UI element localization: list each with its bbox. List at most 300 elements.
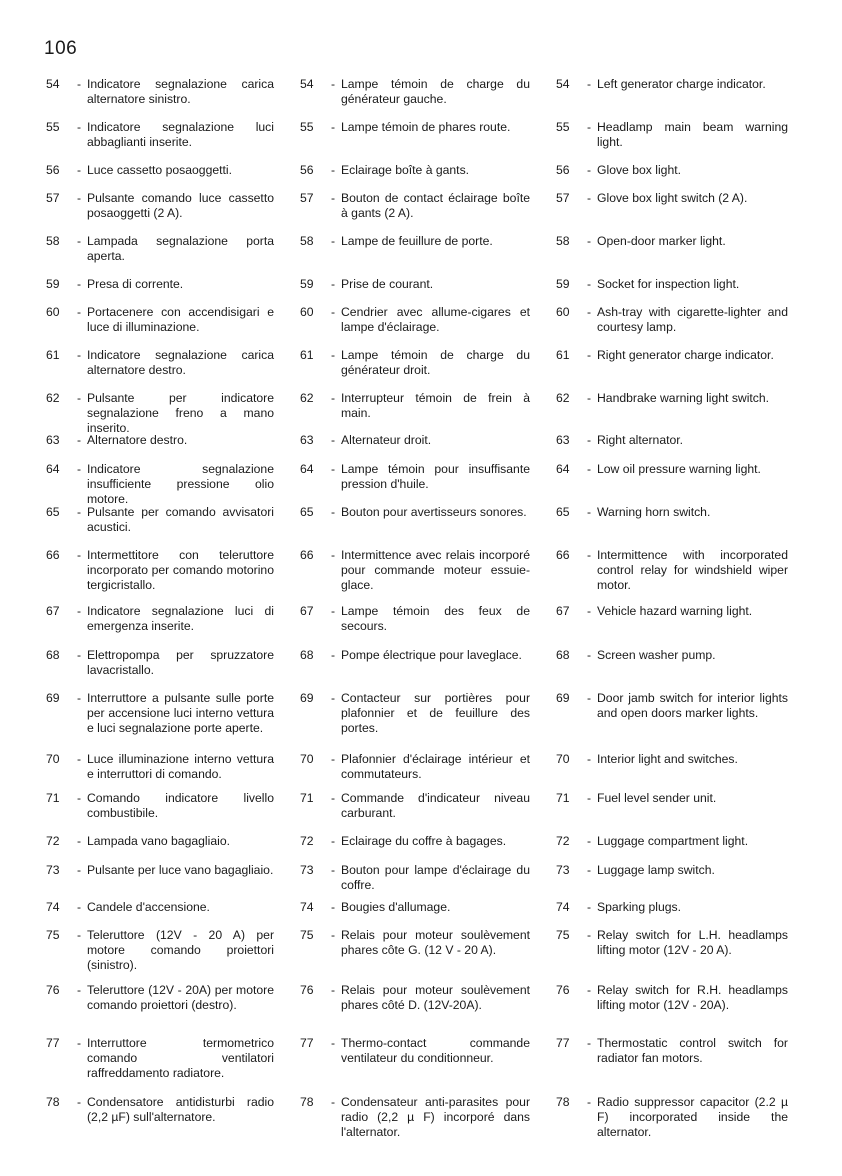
entry-number: 59 — [556, 277, 570, 291]
legend-entry — [556, 900, 788, 915]
entry-number: 66 — [46, 548, 60, 562]
legend-entry — [46, 348, 274, 378]
entry-text: Sparking plugs. — [597, 900, 682, 914]
entry-number: 65 — [46, 505, 60, 519]
legend-entry — [46, 120, 274, 150]
entry-number: 63 — [46, 433, 60, 447]
entry-number: 70 — [46, 752, 60, 766]
legend-entry — [46, 691, 274, 736]
entry-text: Pulsante per indicatore segnalazione freno a mano inserito. — [87, 391, 274, 435]
legend-entry — [46, 163, 274, 178]
entry-description — [331, 462, 530, 492]
entry-separator: - — [77, 277, 82, 291]
entry-description — [331, 752, 530, 782]
entry-separator: - — [77, 348, 82, 362]
entry-description — [331, 1036, 530, 1066]
legend-entry — [556, 234, 788, 249]
entry-text: Pulsante per comando avvisatori acustici. — [87, 505, 274, 534]
entry-separator: - — [587, 548, 592, 562]
entry-number: 77 — [556, 1036, 570, 1050]
legend-entry — [300, 900, 530, 915]
entry-description — [587, 505, 788, 520]
entry-text: Radio suppressor capacitor (2.2 µ F) incorporated inside the alternator. — [597, 1095, 788, 1139]
entry-text: Indicatore segnalazione luci abbaglianti inserite. — [87, 120, 274, 149]
entry-description — [331, 900, 530, 915]
entry-separator: - — [77, 548, 82, 562]
entry-separator: - — [331, 791, 336, 805]
legend-entry — [46, 77, 274, 107]
entry-separator: - — [331, 391, 336, 405]
entry-text: Portacenere con accendisigari e luce di illuminazione. — [87, 305, 274, 334]
entry-description — [77, 77, 274, 107]
entry-number: 62 — [46, 391, 60, 405]
entry-number: 62 — [556, 391, 570, 405]
entry-description — [331, 77, 530, 107]
entry-text: Relay switch for R.H. headlamps lifting motor (12V - 20A). — [597, 983, 788, 1012]
entry-description — [77, 348, 274, 378]
legend-entry — [556, 505, 788, 520]
entry-number: 63 — [556, 433, 570, 447]
legend-entry — [46, 391, 274, 436]
page-number: 106 — [44, 38, 78, 59]
entry-number: 78 — [300, 1095, 314, 1109]
entry-separator: - — [587, 305, 592, 319]
entry-separator: - — [331, 305, 336, 319]
entry-description — [331, 505, 530, 520]
entry-text: Thermo-contact commande ventilateur du conditionneur. — [341, 1036, 530, 1065]
entry-text: Contacteur sur portières pour plafonnier et de feuillure des portes. — [341, 691, 530, 735]
entry-separator: - — [587, 648, 592, 662]
entry-text: Comando indicatore livello combustibile. — [87, 791, 274, 820]
legend-entry — [300, 834, 530, 849]
entry-number: 78 — [46, 1095, 60, 1109]
entry-description — [77, 752, 274, 782]
entry-separator: - — [77, 1095, 82, 1109]
legend-entry — [46, 1036, 274, 1081]
entry-description — [587, 983, 788, 1013]
entry-description — [77, 163, 274, 178]
entry-text: Interrupteur témoin de frein à main. — [341, 391, 530, 420]
entry-description — [77, 120, 274, 150]
entry-separator: - — [331, 505, 336, 519]
legend-entry — [300, 348, 530, 378]
entry-text: Handbrake warning light switch. — [597, 391, 770, 405]
entry-separator: - — [587, 120, 592, 134]
entry-text: Plafonnier d'éclairage intérieur et commutateurs. — [341, 752, 530, 781]
legend-entry — [46, 1095, 274, 1125]
legend-entry — [556, 120, 788, 150]
legend-entry — [556, 834, 788, 849]
entry-description — [587, 305, 788, 335]
entry-number: 64 — [46, 462, 60, 476]
entry-number: 76 — [46, 983, 60, 997]
entry-number: 66 — [556, 548, 570, 562]
legend-entry — [300, 983, 530, 1013]
entry-separator: - — [77, 163, 82, 177]
entry-separator: - — [331, 928, 336, 942]
entry-description — [331, 691, 530, 736]
entry-text: Pompe électrique pour laveglace. — [341, 648, 522, 662]
entry-text: Prise de courant. — [341, 277, 434, 291]
entry-separator: - — [77, 1036, 82, 1050]
entry-description — [331, 277, 530, 292]
entry-separator: - — [587, 277, 592, 291]
entry-separator: - — [587, 191, 592, 205]
entry-description — [77, 191, 274, 221]
legend-entry — [300, 305, 530, 335]
entry-separator: - — [331, 752, 336, 766]
entry-separator: - — [331, 191, 336, 205]
entry-separator: - — [77, 928, 82, 942]
entry-description — [587, 791, 788, 806]
entry-number: 55 — [556, 120, 570, 134]
entry-description — [77, 691, 274, 736]
legend-entry — [300, 120, 530, 135]
entry-separator: - — [331, 277, 336, 291]
entry-text: Headlamp main beam warning light. — [597, 120, 788, 149]
legend-entry — [46, 305, 274, 335]
entry-text: Ash-tray with cigarette-lighter and courtesy lamp. — [597, 305, 788, 334]
entry-separator: - — [587, 983, 592, 997]
entry-separator: - — [331, 462, 336, 476]
entry-number: 73 — [556, 863, 570, 877]
entry-text: Open-door marker light. — [597, 234, 726, 248]
legend-entry — [300, 604, 530, 634]
entry-text: Presa di corrente. — [87, 277, 184, 291]
entry-text: Elettropompa per spruzzatore lavacristallo. — [87, 648, 274, 677]
entry-text: Thermostatic control switch for radiator fan motors. — [597, 1036, 788, 1065]
legend-entry — [556, 391, 788, 406]
entry-number: 55 — [300, 120, 314, 134]
legend-entry — [556, 648, 788, 663]
entry-separator: - — [331, 604, 336, 618]
entry-description — [587, 604, 788, 619]
entry-description — [587, 391, 788, 406]
entry-separator: - — [587, 752, 592, 766]
entry-separator: - — [331, 834, 336, 848]
entry-text: Indicatore segnalazione carica alternatore destro. — [87, 348, 274, 377]
legend-entry — [46, 462, 274, 507]
entry-number: 61 — [300, 348, 314, 362]
entry-text: Commande d'indicateur niveau carburant. — [341, 791, 530, 820]
entry-number: 62 — [300, 391, 314, 405]
entry-text: Low oil pressure warning light. — [597, 462, 761, 476]
entry-description — [587, 928, 788, 958]
entry-number: 60 — [300, 305, 314, 319]
entry-description — [77, 791, 274, 821]
entry-number: 55 — [46, 120, 60, 134]
entry-text: Bouton de contact éclairage boîte à gants (2 A). — [341, 191, 530, 220]
entry-separator: - — [77, 863, 82, 877]
entry-description — [587, 1036, 788, 1066]
entry-description — [587, 77, 788, 92]
legend-entry — [556, 863, 788, 878]
entry-description — [331, 191, 530, 221]
entry-separator: - — [77, 234, 82, 248]
entry-text: Interruttore termometrico comando ventilatori raffreddamento radiatore. — [87, 1036, 274, 1080]
legend-entry — [300, 791, 530, 821]
legend-entry — [300, 163, 530, 178]
legend-entry — [556, 604, 788, 619]
entry-description — [77, 391, 274, 436]
entry-text: Eclairage boîte à gants. — [341, 163, 470, 177]
entry-number: 72 — [556, 834, 570, 848]
entry-text: Pulsante comando luce cassetto posaoggetti (2 A). — [87, 191, 274, 220]
legend-entry — [300, 234, 530, 249]
entry-description — [587, 277, 788, 292]
entry-description — [77, 983, 274, 1013]
entry-separator: - — [331, 691, 336, 705]
entry-description — [331, 1095, 530, 1140]
entry-number: 58 — [300, 234, 314, 248]
entry-separator: - — [331, 983, 336, 997]
entry-number: 76 — [300, 983, 314, 997]
legend-entry — [46, 983, 274, 1013]
entry-number: 69 — [46, 691, 60, 705]
entry-text: Relay switch for L.H. headlamps lifting motor (12V - 20 A). — [597, 928, 788, 957]
legend-entry — [300, 928, 530, 958]
entry-number: 71 — [46, 791, 60, 805]
entry-separator: - — [77, 604, 82, 618]
entry-separator: - — [77, 191, 82, 205]
entry-text: Candele d'accensione. — [87, 900, 210, 914]
entry-description — [331, 548, 530, 593]
entry-number: 69 — [556, 691, 570, 705]
entry-separator: - — [331, 234, 336, 248]
entry-description — [331, 305, 530, 335]
entry-text: Lampe témoin pour insuffisante pression d'huile. — [341, 462, 530, 491]
entry-separator: - — [331, 163, 336, 177]
legend-entry — [556, 191, 788, 206]
entry-description — [331, 928, 530, 958]
entry-separator: - — [77, 77, 82, 91]
legend-entry — [300, 1095, 530, 1140]
entry-separator: - — [331, 348, 336, 362]
legend-entry — [300, 433, 530, 448]
legend-entry — [300, 462, 530, 492]
entry-description — [331, 983, 530, 1013]
entry-separator: - — [587, 834, 592, 848]
entry-number: 61 — [556, 348, 570, 362]
entry-text: Glove box light. — [597, 163, 682, 177]
entry-description — [587, 433, 788, 448]
entry-description — [587, 1095, 788, 1140]
entry-description — [331, 604, 530, 634]
entry-number: 67 — [46, 604, 60, 618]
entry-separator: - — [587, 604, 592, 618]
entry-text: Warning horn switch. — [597, 505, 711, 519]
entry-description — [77, 505, 274, 535]
entry-description — [331, 163, 530, 178]
entry-description — [77, 648, 274, 678]
entry-description — [331, 834, 530, 849]
entry-number: 56 — [300, 163, 314, 177]
entry-number: 68 — [556, 648, 570, 662]
entry-description — [331, 348, 530, 378]
entry-number: 70 — [556, 752, 570, 766]
entry-text: Glove box light switch (2 A). — [597, 191, 748, 205]
entry-separator: - — [77, 462, 82, 476]
entry-description — [587, 834, 788, 849]
entry-separator: - — [331, 548, 336, 562]
entry-text: Indicatore segnalazione insufficiente pressione olio motore. — [87, 462, 274, 506]
legend-entry — [556, 163, 788, 178]
entry-text: Intermittence with incorporated control relay for windshield wiper motor. — [597, 548, 788, 592]
entry-number: 58 — [556, 234, 570, 248]
entry-description — [77, 277, 274, 292]
legend-entry — [300, 752, 530, 782]
entry-description — [77, 604, 274, 634]
entry-number: 72 — [300, 834, 314, 848]
entry-separator: - — [331, 863, 336, 877]
legend-entry — [46, 900, 274, 915]
entry-text: Luce cassetto posaoggetti. — [87, 163, 232, 177]
entry-description — [331, 791, 530, 821]
legend-entry — [46, 277, 274, 292]
entry-text: Intermittence avec relais incorporé pour commande moteur essuie-glace. — [341, 548, 530, 592]
entry-separator: - — [587, 391, 592, 405]
entry-number: 67 — [300, 604, 314, 618]
entry-number: 77 — [300, 1036, 314, 1050]
legend-entry — [46, 648, 274, 678]
legend-entry — [300, 863, 530, 893]
entry-number: 72 — [46, 834, 60, 848]
entry-number: 58 — [46, 234, 60, 248]
legend-entry — [556, 691, 788, 721]
entry-description — [331, 234, 530, 249]
entry-text: Left generator charge indicator. — [597, 77, 766, 91]
entry-number: 65 — [556, 505, 570, 519]
entry-text: Alternateur droit. — [341, 433, 432, 447]
entry-text: Lampe témoin des feux de secours. — [341, 604, 530, 633]
entry-description — [77, 900, 274, 915]
legend-entry — [556, 77, 788, 92]
entry-number: 76 — [556, 983, 570, 997]
entry-separator: - — [77, 900, 82, 914]
entry-separator: - — [77, 505, 82, 519]
entry-number: 54 — [556, 77, 570, 91]
entry-separator: - — [587, 163, 592, 177]
entry-number: 60 — [556, 305, 570, 319]
entry-text: Lampada segnalazione porta aperta. — [87, 234, 274, 263]
entry-separator: - — [587, 348, 592, 362]
entry-number: 64 — [556, 462, 570, 476]
entry-separator: - — [331, 648, 336, 662]
entry-separator: - — [331, 77, 336, 91]
entry-text: Pulsante per luce vano bagagliaio. — [87, 863, 274, 877]
entry-number: 54 — [300, 77, 314, 91]
entry-separator: - — [331, 120, 336, 134]
legend-entry — [556, 462, 788, 477]
entry-number: 74 — [46, 900, 60, 914]
entry-number: 59 — [300, 277, 314, 291]
legend-entry — [46, 505, 274, 535]
entry-number: 75 — [46, 928, 60, 942]
legend-entry — [300, 648, 530, 663]
entry-description — [587, 191, 788, 206]
legend-entry — [556, 348, 788, 363]
entry-number: 59 — [46, 277, 60, 291]
entry-description — [587, 900, 788, 915]
entry-number: 63 — [300, 433, 314, 447]
entry-text: Interruttore a pulsante sulle porte per accensione luci interno vettura e luci segnalazione porte aperte. — [87, 691, 274, 735]
entry-separator: - — [77, 691, 82, 705]
legend-entry — [46, 791, 274, 821]
entry-number: 56 — [556, 163, 570, 177]
legend-entry — [300, 191, 530, 221]
entry-text: Luce illuminazione interno vettura e interruttori di comando. — [87, 752, 274, 781]
entry-description — [587, 234, 788, 249]
legend-entry — [556, 433, 788, 448]
entry-number: 73 — [300, 863, 314, 877]
entry-text: Relais pour moteur soulèvement phares côte G. (12 V - 20 A). — [341, 928, 530, 957]
entry-number: 74 — [300, 900, 314, 914]
legend-entry — [46, 834, 274, 849]
entry-text: Condensatore antidisturbi radio (2,2 µF) sull'alternatore. — [87, 1095, 274, 1124]
entry-number: 57 — [300, 191, 314, 205]
entry-description — [77, 928, 274, 973]
entry-separator: - — [331, 433, 336, 447]
entry-text: Luggage lamp switch. — [597, 863, 715, 877]
entry-text: Fuel level sender unit. — [597, 791, 717, 805]
entry-text: Teleruttore (12V - 20 A) per motore comando proiettori (sinistro). — [87, 928, 274, 972]
legend-entry — [46, 548, 274, 593]
entry-number: 57 — [46, 191, 60, 205]
entry-number: 78 — [556, 1095, 570, 1109]
legend-entry — [300, 1036, 530, 1066]
legend-entry — [556, 1095, 788, 1140]
entry-number: 68 — [46, 648, 60, 662]
entry-number: 61 — [46, 348, 60, 362]
entry-text: Intermettitore con teleruttore incorporato per comando motorino tergicristallo. — [87, 548, 274, 592]
entry-text: Lampe témoin de charge du générateur gauche. — [341, 77, 530, 106]
legend-entry — [46, 191, 274, 221]
entry-separator: - — [77, 752, 82, 766]
entry-text: Interior light and switches. — [597, 752, 738, 766]
entry-number: 75 — [300, 928, 314, 942]
entry-description — [587, 163, 788, 178]
entry-separator: - — [77, 834, 82, 848]
entry-text: Luggage compartment light. — [597, 834, 749, 848]
legend-entry — [556, 305, 788, 335]
entry-description — [77, 834, 274, 849]
entry-separator: - — [77, 391, 82, 405]
entry-text: Indicatore segnalazione luci di emergenza inserite. — [87, 604, 274, 633]
entry-text: Door jamb switch for interior lights and open doors marker lights. — [597, 691, 788, 720]
entry-number: 68 — [300, 648, 314, 662]
entry-description — [331, 433, 530, 448]
entry-separator: - — [587, 928, 592, 942]
entry-description — [587, 863, 788, 878]
legend-entry — [46, 863, 274, 878]
entry-number: 73 — [46, 863, 60, 877]
entry-separator: - — [331, 1036, 336, 1050]
entry-number: 54 — [46, 77, 60, 91]
entry-description — [77, 305, 274, 335]
entry-description — [587, 120, 788, 150]
entry-separator: - — [587, 791, 592, 805]
entry-separator: - — [77, 433, 82, 447]
entry-number: 66 — [300, 548, 314, 562]
legend-entry — [300, 391, 530, 421]
entry-description — [331, 120, 530, 135]
entry-separator: - — [587, 505, 592, 519]
entry-text: Lampe de feuillure de porte. — [341, 234, 493, 248]
entry-text: Bougies d'allumage. — [341, 900, 451, 914]
entry-description — [77, 234, 274, 264]
entry-text: Socket for inspection light. — [597, 277, 740, 291]
entry-description — [331, 863, 530, 893]
